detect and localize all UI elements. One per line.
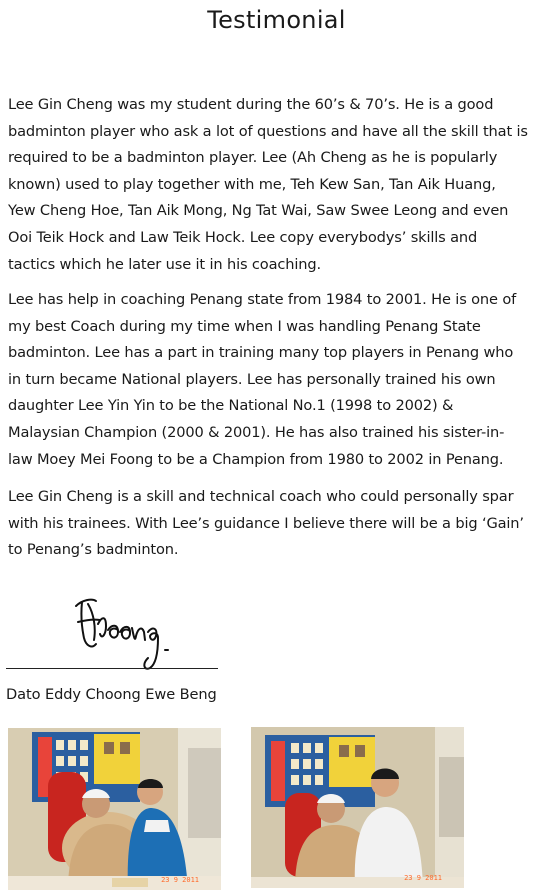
text-line: known) used to play together with me, Teh Kew San, Tan Aik Huang,: [8, 175, 496, 193]
photo-date-stamp: 23 9 2011: [161, 876, 199, 884]
text-line: tactics which he later use it in his coaching.: [8, 255, 321, 273]
photo-illustration: [8, 728, 221, 890]
photo-date-stamp: 23 9 2011: [404, 874, 442, 882]
photo-illustration: [251, 727, 464, 888]
text-line: my best Coach during my time when I was handling Penang State: [8, 317, 481, 335]
text-line: required to be a badminton player. Lee (Ah Cheng as he is popularly: [8, 149, 498, 167]
signer-name: Dato Eddy Choong Ewe Beng: [6, 686, 217, 703]
paragraph-coaching-record: [8, 287, 548, 473]
text-line: Ooi Teik Hock and Law Teik Hock. Lee copy everybodys’ skills and: [8, 228, 478, 246]
text-line: Malaysian Champion (2000 & 2001). He has also trained his sister-in-: [8, 423, 505, 441]
text-line: with his trainees. With Lee’s guidance I believe there will be a big ‘Gain’: [8, 514, 524, 532]
text-line: daughter Lee Yin Yin to be the National No.1 (1998 to 2002) &: [8, 397, 454, 415]
text-line: law Moey Mei Foong to be a Champion from 1980 to 2002 in Penang.: [8, 450, 504, 468]
photo-coach-with-man-blue-shirt: [8, 728, 221, 890]
text-line: badminton player who ask a lot of questions and have all the skill that is: [8, 122, 528, 140]
text-line: Lee Gin Cheng was my student during the 60’s & 70’s. He is a good: [8, 96, 494, 113]
signature-line: [6, 668, 218, 669]
page-title: Testimonial: [207, 6, 346, 34]
text-line: Yew Cheng Hoe, Tan Aik Mong, Ng Tat Wai, Saw Swee Leong and even: [8, 202, 509, 220]
text-line: badminton. Lee has a part in training many top players in Penang who: [8, 344, 514, 362]
text-line: Lee has help in coaching Penang state from 1984 to 2001. He is one of: [8, 291, 517, 308]
text-line: to Penang’s badminton.: [8, 541, 179, 559]
paragraph-student-history: [8, 92, 548, 278]
photo-coach-with-man-white-shirt: [251, 727, 464, 888]
text-line: Lee Gin Cheng is a skill and technical coach who could personally spar: [8, 488, 514, 505]
paragraph-closing: [8, 484, 548, 564]
handwritten-signature: [72, 594, 187, 672]
text-line: in turn became National players. Lee has personally trained his own: [8, 370, 496, 388]
